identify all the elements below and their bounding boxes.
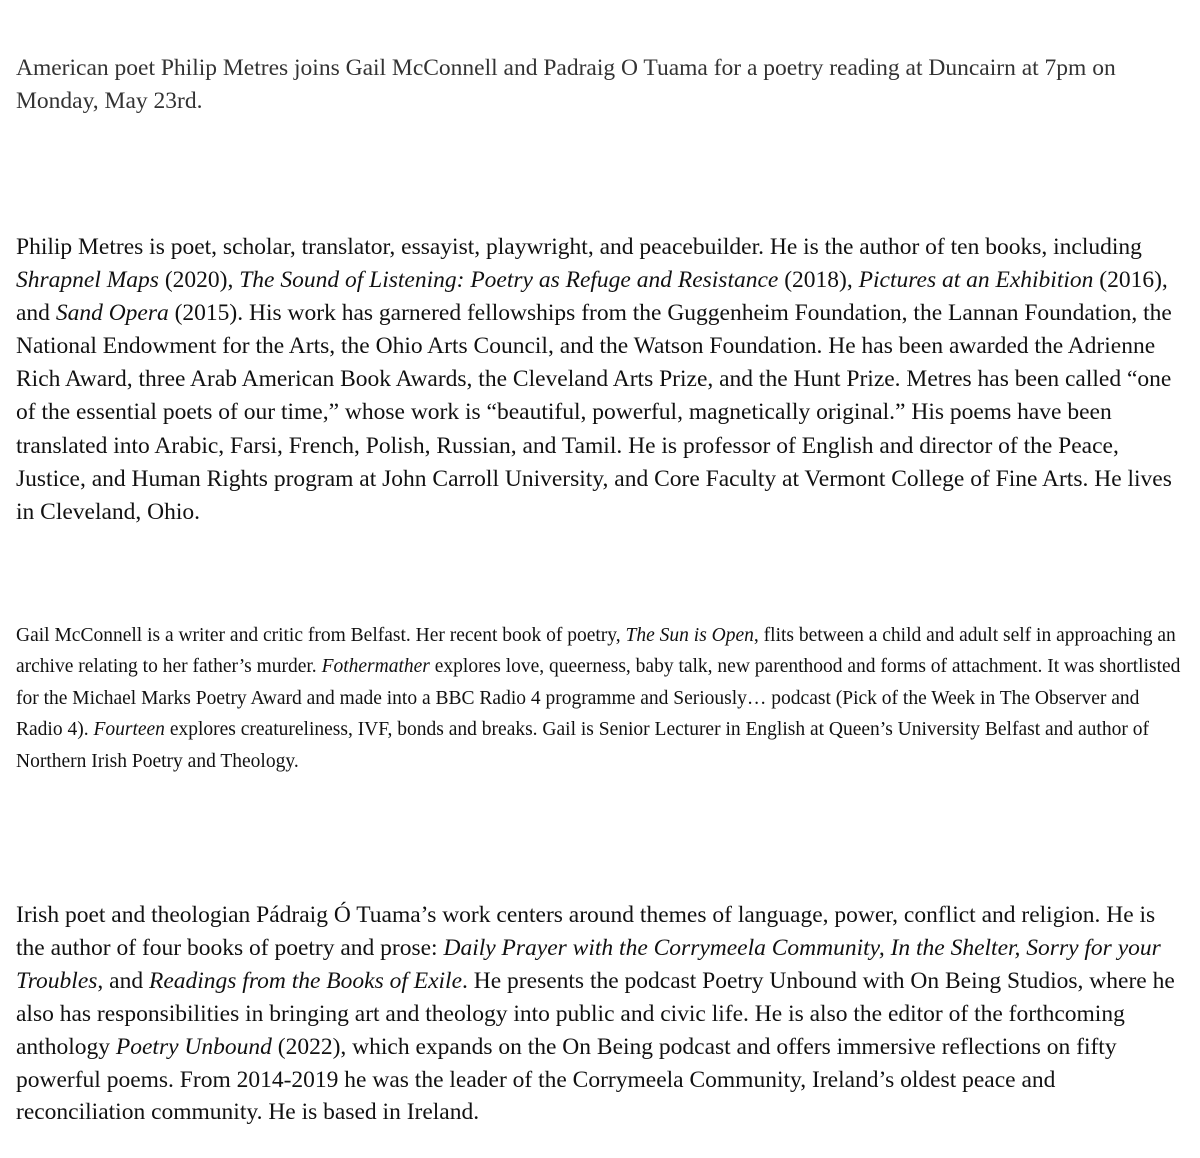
philip-metres-bio-paragraph (16, 231, 1184, 529)
bio-text: (2016), and (16, 267, 1168, 327)
book-title: The Sound of Listening: Poetry as Refuge and Resistance (239, 267, 779, 294)
book-title: Readings from the Books of Exile (148, 967, 463, 994)
bio-text: (2022), which expands on the On Being podcast and offers immersive reflections on fifty powerful poems. From 2014-2019 he was the leader of the Corrymeela Community, Ireland’s oldest peace and reconciliation community. He is based in Ireland. (16, 1033, 1117, 1126)
gail-mcconnell-bio-paragraph (16, 620, 1184, 777)
book-title: Shrapnel Maps (16, 267, 159, 294)
book-title: The Sun is Open (625, 625, 754, 646)
bio-text: (2020), (158, 267, 240, 294)
bio-text: explores love, queerness, baby talk, new parenthood and forms of attachment. It was shortlisted for the Michael Marks Poetry Award and made into a BBC Radio 4 programme and Seriously… podcast (Pick of the Week in The Observer and Radio 4). (16, 656, 1181, 741)
bio-text: explores creatureliness, IVF, bonds and breaks. Gail is Senior Lecturer in English at Queen’s University Belfast and author of Northern Irish Poetry and Theology. (16, 719, 1149, 772)
bio-text: Irish poet and theologian Pádraig Ó Tuama’s work centers around themes of language, power, conflict and religion. He is the author of four books of poetry and prose: (16, 902, 1156, 961)
intro-text: American poet Philip Metres joins Gail McConnell and Padraig O Tuama for a poetry reading at Duncairn at 7pm on Monday, May 23rd. (16, 55, 1116, 114)
book-title: Pictures at an Exhibition (858, 267, 1094, 294)
bio-text: , and (97, 967, 149, 994)
bio-text: (2015). His work has garnered fellowships from the Guggenheim Foundation, the Lannan Foundation, the National Endowment for the Arts, the Ohio Arts Council, and the Watson Foundation. He has been awarded the Adrienne Rich Award, three Arab American Book Awards, the Cleveland Arts Prize, and the Hunt Prize. Metres has been called “one of the essential poets of our time,” whose work is “beautiful, powerful, magnetically original.” His poems have been translated into Arabic, Farsi, French, Polish, Russian, and Tamil. He is professor of English and director of the Peace, Justice, and Human Rights program at John Carroll University, and Core Faculty at Vermont College of Fine Arts. He lives in Cleveland, Ohio. (16, 300, 1172, 525)
bio-text: Philip Metres is poet, scholar, translator, essayist, playwright, and peacebuilder. He is the author of ten books, including (16, 234, 1142, 260)
bio-text: . He presents the podcast Poetry Unbound with On Being Studios, where he also has responsibilities in bringing art and theology into public and civic life. He is also the editor of the forthcoming anthology (16, 967, 1175, 1060)
book-title: Poetry Unbound (115, 1033, 272, 1060)
bio-text: Gail McConnell is a writer and critic from Belfast. Her recent book of poetry, (16, 625, 626, 646)
book-title: Daily Prayer with the Corrymeela Community, In the Shelter, Sorry for your Troubles (16, 934, 1161, 994)
book-title: Fourteen (93, 719, 165, 741)
event-intro-paragraph (16, 52, 1184, 118)
book-title: Fothermather (321, 656, 430, 678)
padraig-o-tuama-bio-paragraph (16, 899, 1184, 1129)
book-title: Sand Opera (55, 300, 169, 327)
bio-text: (2018), (778, 267, 859, 294)
bio-text: , flits between a child and adult self in approaching an archive relating to her father’s murder. (16, 625, 1176, 678)
